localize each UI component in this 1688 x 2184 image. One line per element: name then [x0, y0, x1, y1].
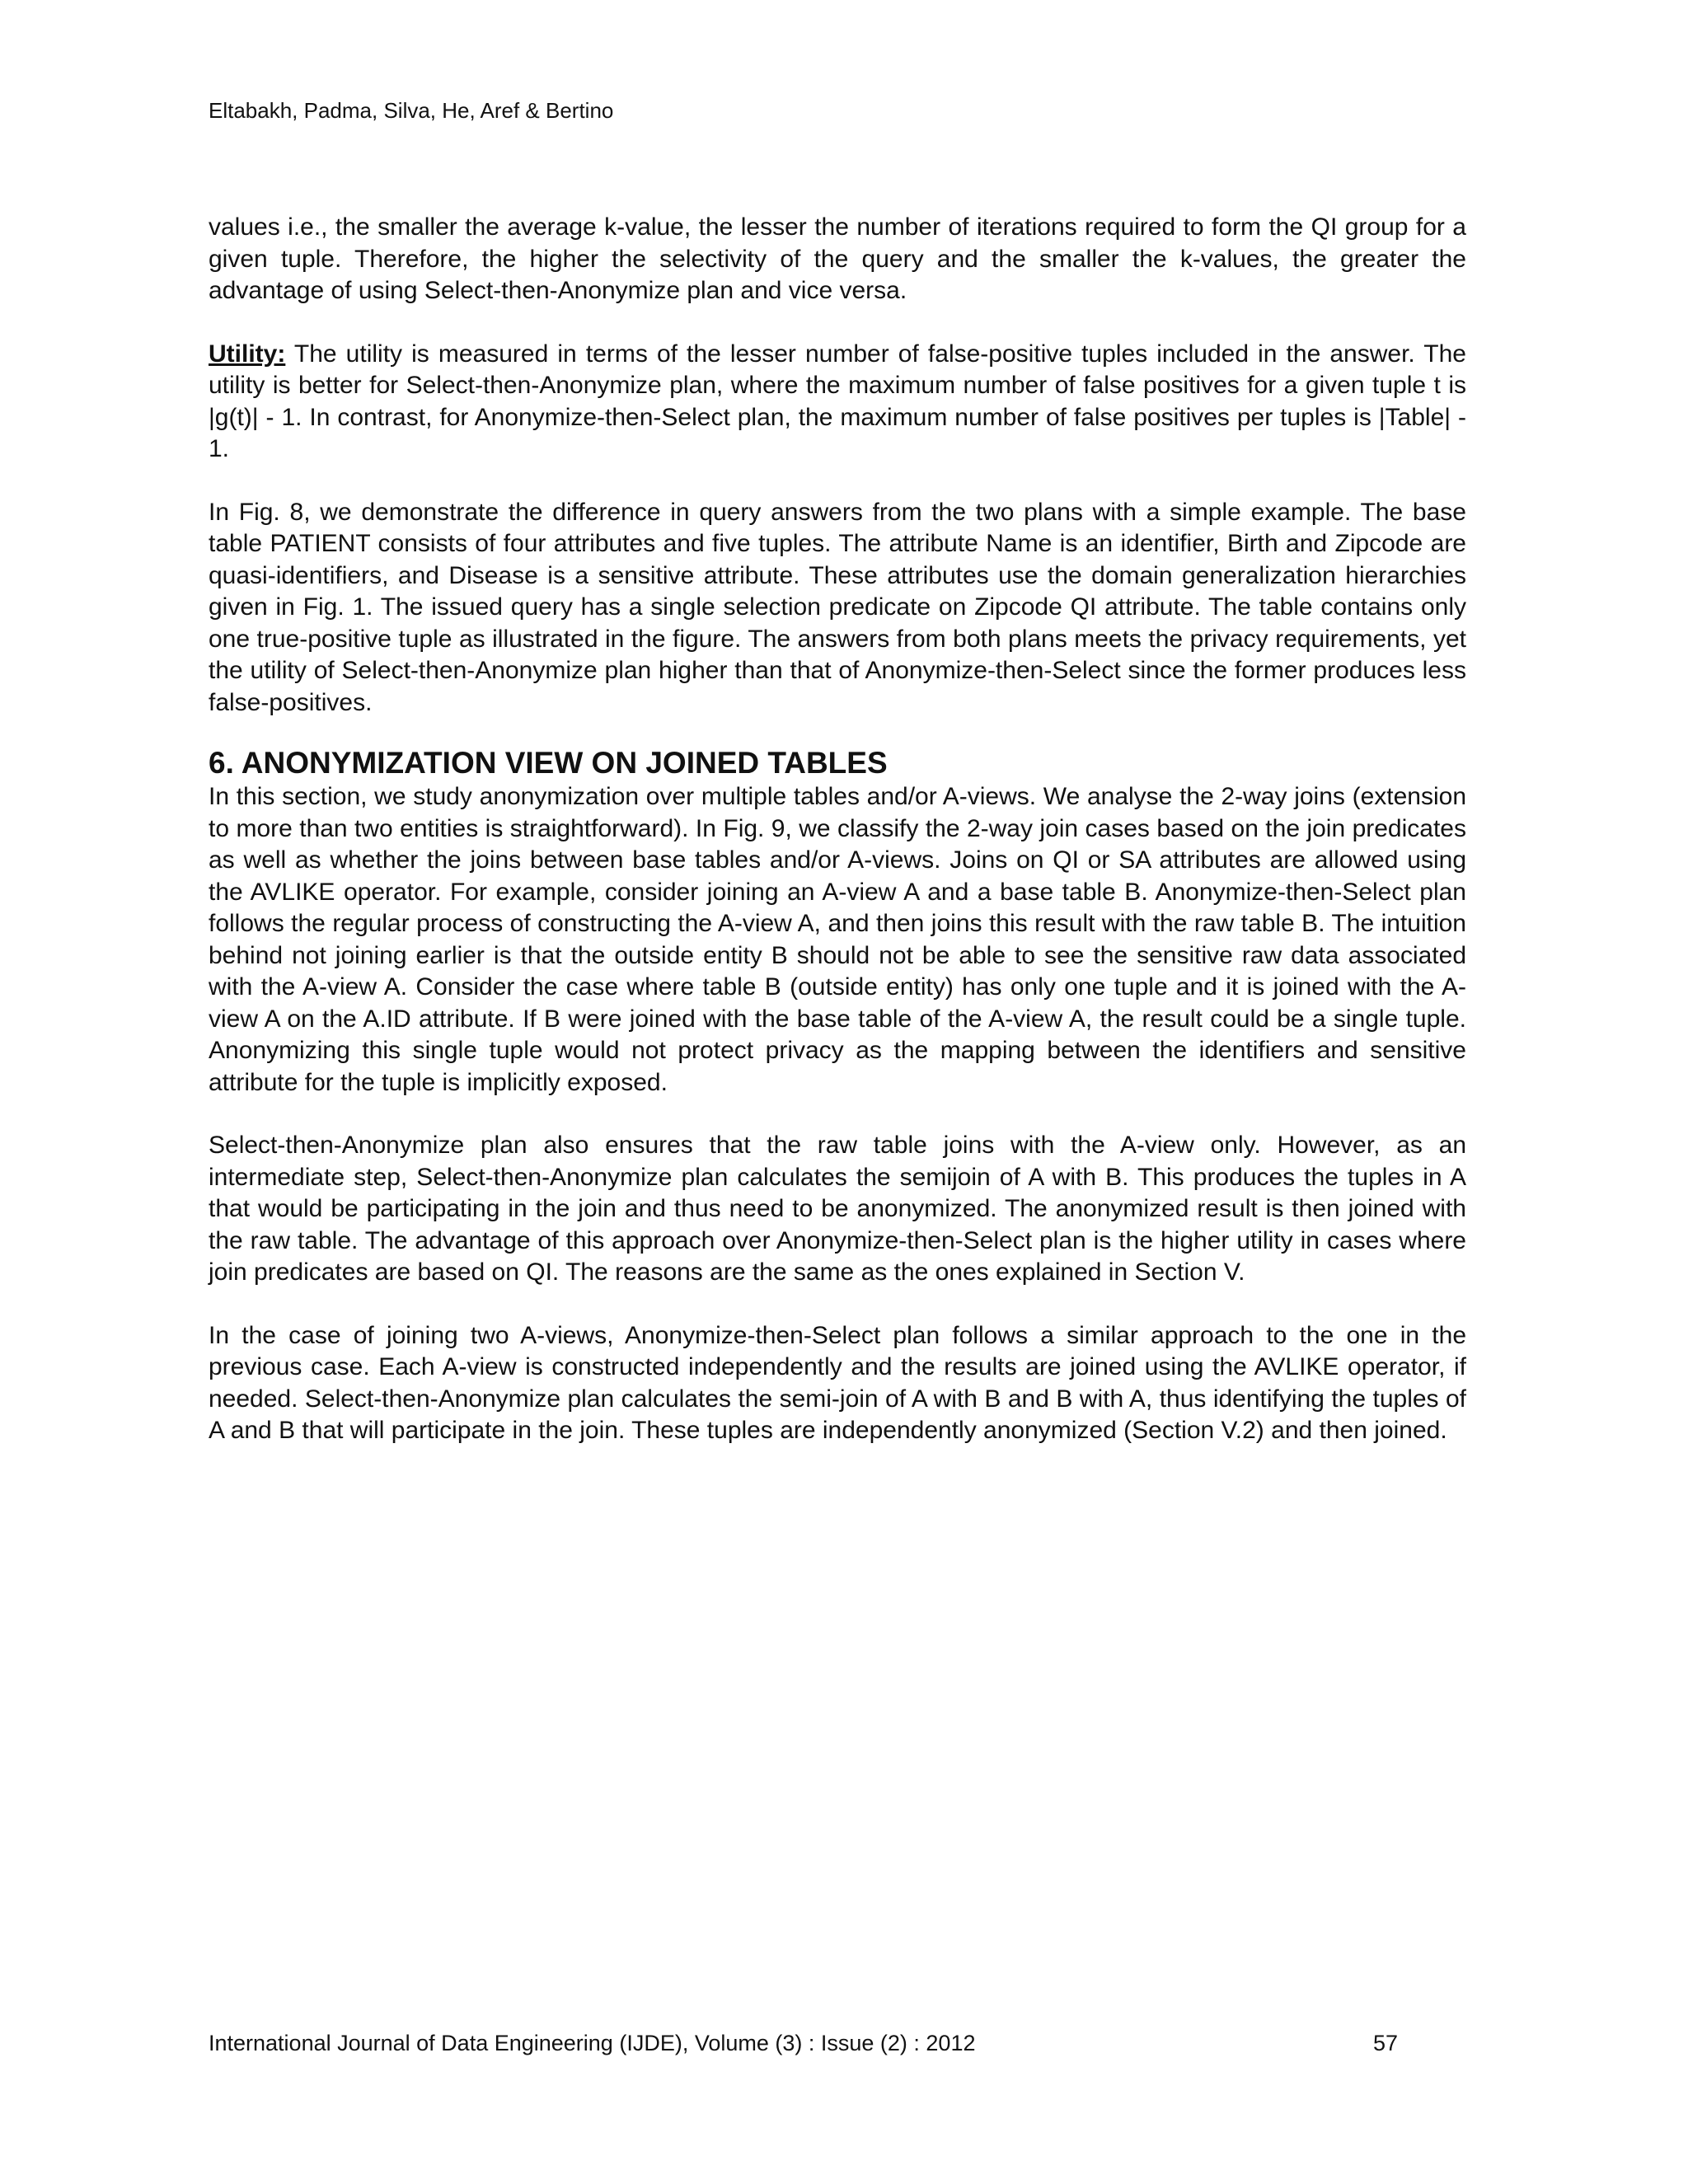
running-header-authors: Eltabakh, Padma, Silva, He, Aref & Bertino: [209, 98, 614, 123]
section-6-heading: 6. ANONYMIZATION VIEW ON JOINED TABLES: [209, 746, 888, 780]
paragraph-two-aviews: In the case of joining two A-views, Anonymize-then-Select plan follows a similar approach to the one in the previous case. Each A-view is constructed independently and the results are joined using the AVLIKE operator, if needed. Select-then-Anonymize plan calculates the semi-join of A with B and B with A, thus identifying the tuples of A and B that will participate in the join. These tuples are independently anonymized (Section V.2) and then joined.: [209, 1321, 1466, 1444]
paragraph-fig8-example: In Fig. 8, we demonstrate the difference in query answers from the two plans with a simple example. The base table PATIENT consists of four attributes and five tuples. The attribute Name is an identifier, Birth and Zipcode are quasi-identifiers, and Disease is a sensitive attribute. These attributes use the domain generalization hierarchies given in Fig. 1. The issued query has a single selection predicate on Zipcode QI attribute. The table contains only one true-positive tuple as illustrated in the figure. The answers from both plans meets the privacy requirements, yet the utility of Select-then-Anonymize plan higher than that of Anonymize-then-Select since the former produces less false-positives.: [209, 498, 1466, 716]
paragraph-utility: [209, 339, 1466, 466]
footer-journal-citation: International Journal of Data Engineering (IJDE), Volume (3) : Issue (2) : 2012: [209, 2031, 976, 2055]
paragraph-joined-tables: In this section, we study anonymization over multiple tables and/or A-views. We analyse the 2-way joins (extension to more than two entities is straightforward). In Fig. 9, we classify the 2-way join cases based on the join predicates as well as whether the joins between base tables and/or A-views. Joins on QI or SA attributes are allowed using the AVLIKE operator. For example, consider joining an A-view A and a base table B. Anonymize-then-Select plan follows the regular process of constructing the A-view A, and then joins this result with the raw table B. The intuition behind not joining earlier is that the outside entity B should not be able to see the sensitive raw data associated with the A-view A. Consider the case where table B (outside entity) has only one tuple and it is joined with the A-view A on the A.ID attribute. If B were joined with the base table of the A-view A, the result could be a single tuple. Anonymizing this single tuple would not protect privacy as the mapping between the identifiers and sensitive attribute for the tuple is implicitly exposed.: [209, 783, 1466, 1096]
paragraph-selectivity: values i.e., the smaller the average k-value, the lesser the number of iterations required to form the QI group for a given tuple. Therefore, the higher the selectivity of the query and the smaller the k-values, the greater the advantage of using Select-then-Anonymize plan and vice versa.: [209, 213, 1466, 304]
utility-text: The utility is measured in terms of the lesser number of false-positive tuples included in the answer. The utility is better for Select-then-Anonymize plan, where the maximum number of false positives for a given tuple t is |g(t)| - 1. In contrast, for Anonymize-then-Select plan, the maximum number of false positives per tuples is |Table| - 1.: [209, 340, 1466, 462]
utility-label: Utility:: [209, 340, 286, 368]
paragraph-select-then-anonymize: Select-then-Anonymize plan also ensures that the raw table joins with the A-view only. However, as an intermediate step, Select-then-Anonymize plan calculates the semijoin of A with B. This produces the tuples in A that would be participating in the join and thus need to be anonymized. The anonymized result is then joined with the raw table. The advantage of this approach over Anonymize-then-Select plan is the higher utility in cases where join predicates are based on QI. The reasons are the same as the ones explained in Section V.: [209, 1132, 1466, 1286]
page-body: [209, 212, 1466, 1447]
page-number: 57: [1372, 2031, 1398, 2055]
